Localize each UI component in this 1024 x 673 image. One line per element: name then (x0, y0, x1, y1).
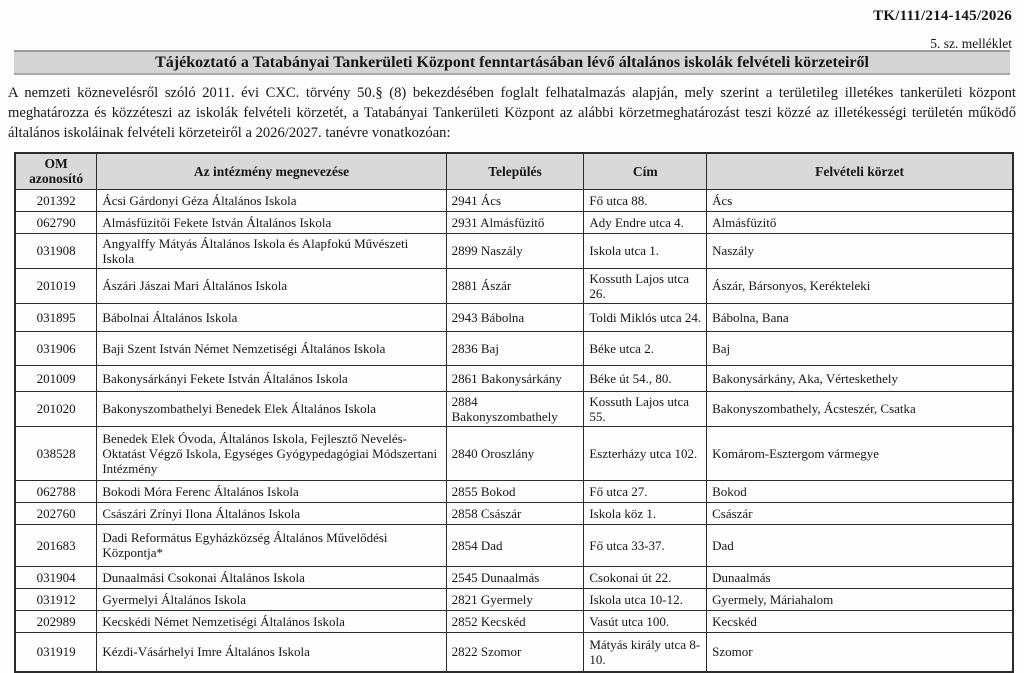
institution-cell: Ácsi Gárdonyi Géza Általános Iskola (97, 189, 446, 211)
om-code-cell: 062790 (15, 211, 97, 233)
address-cell: Iskola utca 10-12. (584, 588, 707, 610)
table-row (15, 189, 1013, 211)
table-row (15, 610, 1013, 632)
settlement-cell: 2821 Gyermely (446, 588, 584, 610)
document-title-band (14, 50, 1010, 75)
district-cell: Bakonyszombathely, Ácsteszér, Csatka (707, 391, 1013, 426)
column-header-settlement: Település (446, 153, 584, 189)
institution-cell: Baji Szent István Német Nemzetiségi Általános Iskola (97, 331, 446, 365)
reference-number: TK/111/214-145/2026 (873, 8, 1012, 24)
district-cell: Ászár, Bársonyos, Kerékteleki (707, 268, 1013, 303)
om-code-cell: 202989 (15, 610, 97, 632)
table-row (15, 426, 1013, 480)
table-row (15, 524, 1013, 566)
address-cell: Iskola köz 1. (584, 502, 707, 524)
om-code-cell: 201020 (15, 391, 97, 426)
district-cell: Ács (707, 189, 1013, 211)
table-row (15, 233, 1013, 268)
settlement-cell: 2840 Oroszlány (446, 426, 584, 480)
district-cell: Komárom-Esztergom vármegye (707, 426, 1013, 480)
table-row (15, 303, 1013, 331)
district-cell: Bakonysárkány, Aka, Vérteskethely (707, 365, 1013, 391)
table-row (15, 632, 1013, 672)
institution-cell: Almásfüzitői Fekete István Általános Iskola (97, 211, 446, 233)
address-cell: Kossuth Lajos utca 55. (584, 391, 707, 426)
address-cell: Vasút utca 100. (584, 610, 707, 632)
settlement-cell: 2858 Császár (446, 502, 584, 524)
district-cell: Dad (707, 524, 1013, 566)
column-header-district: Felvételi körzet (707, 153, 1013, 189)
address-cell: Toldi Miklós utca 24. (584, 303, 707, 331)
district-cell: Bokod (707, 480, 1013, 502)
om-code-cell: 201019 (15, 268, 97, 303)
institution-cell: Ászári Jászai Mari Általános Iskola (97, 268, 446, 303)
institution-cell: Gyermelyi Általános Iskola (97, 588, 446, 610)
settlement-cell: 2884 Bakonyszombathely (446, 391, 584, 426)
om-code-cell: 031912 (15, 588, 97, 610)
settlement-cell: 2899 Naszály (446, 233, 584, 268)
institution-cell: Bakonysárkányi Fekete István Általános Iskola (97, 365, 446, 391)
district-cell: Kecskéd (707, 610, 1013, 632)
table-row (15, 566, 1013, 588)
om-code-cell: 031919 (15, 632, 97, 672)
column-header-address: Cím (584, 153, 707, 189)
table-row (15, 268, 1013, 303)
institution-cell: Kecskédi Német Nemzetiségi Általános Iskola (97, 610, 446, 632)
om-code-cell: 038528 (15, 426, 97, 480)
address-cell: Fő utca 27. (584, 480, 707, 502)
address-cell: Mátyás király utca 8-10. (584, 632, 707, 672)
institution-cell: Bábolnai Általános Iskola (97, 303, 446, 331)
settlement-cell: 2881 Ászár (446, 268, 584, 303)
address-cell: Kossuth Lajos utca 26. (584, 268, 707, 303)
intro-paragraph: A nemzeti köznevelésről szóló 2011. évi CXC. törvény 50.§ (8) bekezdésében foglalt felhatalmazás alapján, mely szerint a területileg illetékes tankerületi központ meghatározza és közzéteszi az iskolák felvételi körzetét, a Tatabányai Tankerületi Központ az alábbi körzetmeghatározást teszi közzé az illetékességi területén működő általános iskoláinak felvételi körzeteiről a 2026/2027. tanévre vonatkozóan: (8, 85, 1016, 141)
address-cell: Csokonai út 22. (584, 566, 707, 588)
settlement-cell: 2855 Bokod (446, 480, 584, 502)
document-title: Tájékoztató a Tatabányai Tankerületi Központ fenntartásában lévő általános iskolák felvételi körzeteiről (155, 54, 869, 71)
district-cell: Dunaalmás (707, 566, 1013, 588)
table-row (15, 502, 1013, 524)
institution-cell: Benedek Elek Óvoda, Általános Iskola, Fejlesztő Nevelés-Oktatást Végző Iskola, Egységes Gyógypedagógiai Módszertani Intézmény (97, 426, 446, 480)
om-code-cell: 201009 (15, 365, 97, 391)
annex-label: 5. sz. melléklet (930, 36, 1012, 51)
table-row (15, 588, 1013, 610)
settlement-cell: 2854 Dad (446, 524, 584, 566)
table-row (15, 391, 1013, 426)
settlement-cell: 2852 Kecskéd (446, 610, 584, 632)
district-cell: Császár (707, 502, 1013, 524)
document-header-right (873, 8, 1012, 52)
om-code-cell: 031904 (15, 566, 97, 588)
address-cell: Fő utca 88. (584, 189, 707, 211)
om-code-cell: 031908 (15, 233, 97, 268)
address-cell: Ady Endre utca 4. (584, 211, 707, 233)
settlement-cell: 2861 Bakonysárkány (446, 365, 584, 391)
settlement-cell: 2943 Bábolna (446, 303, 584, 331)
table-row (15, 365, 1013, 391)
institution-cell: Dadi Református Egyházközség Általános Művelődési Központja* (97, 524, 446, 566)
settlement-cell: 2836 Baj (446, 331, 584, 365)
om-code-cell: 031895 (15, 303, 97, 331)
admission-districts-table (14, 152, 1014, 673)
table-row (15, 211, 1013, 233)
address-cell: Béke út 54., 80. (584, 365, 707, 391)
district-cell: Baj (707, 331, 1013, 365)
settlement-cell: 2931 Almásfüzitő (446, 211, 584, 233)
district-cell: Gyermely, Máriahalom (707, 588, 1013, 610)
institution-cell: Bakonyszombathelyi Benedek Elek Általános Iskola (97, 391, 446, 426)
institution-cell: Kézdi-Vásárhelyi Imre Általános Iskola (97, 632, 446, 672)
address-cell: Fő utca 33-37. (584, 524, 707, 566)
column-header-om-id: OM azonosító (15, 153, 97, 189)
om-code-cell: 201683 (15, 524, 97, 566)
om-code-cell: 201392 (15, 189, 97, 211)
address-cell: Béke utca 2. (584, 331, 707, 365)
district-cell: Szomor (707, 632, 1013, 672)
settlement-cell: 2822 Szomor (446, 632, 584, 672)
column-header-institution: Az intézmény megnevezése (97, 153, 446, 189)
table-body (15, 189, 1013, 672)
settlement-cell: 2941 Ács (446, 189, 584, 211)
address-cell: Eszterházy utca 102. (584, 426, 707, 480)
district-cell: Naszály (707, 233, 1013, 268)
settlement-cell: 2545 Dunaalmás (446, 566, 584, 588)
address-cell: Iskola utca 1. (584, 233, 707, 268)
institution-cell: Bokodi Móra Ferenc Általános Iskola (97, 480, 446, 502)
district-cell: Almásfüzitő (707, 211, 1013, 233)
institution-cell: Dunaalmási Csokonai Általános Iskola (97, 566, 446, 588)
district-cell: Bábolna, Bana (707, 303, 1013, 331)
om-code-cell: 202760 (15, 502, 97, 524)
table-row (15, 480, 1013, 502)
om-code-cell: 031906 (15, 331, 97, 365)
table-row (15, 331, 1013, 365)
institution-cell: Angyalffy Mátyás Általános Iskola és Alapfokú Művészeti Iskola (97, 233, 446, 268)
institution-cell: Császári Zrínyi Ilona Általános Iskola (97, 502, 446, 524)
om-code-cell: 062788 (15, 480, 97, 502)
table-header (15, 153, 1013, 189)
